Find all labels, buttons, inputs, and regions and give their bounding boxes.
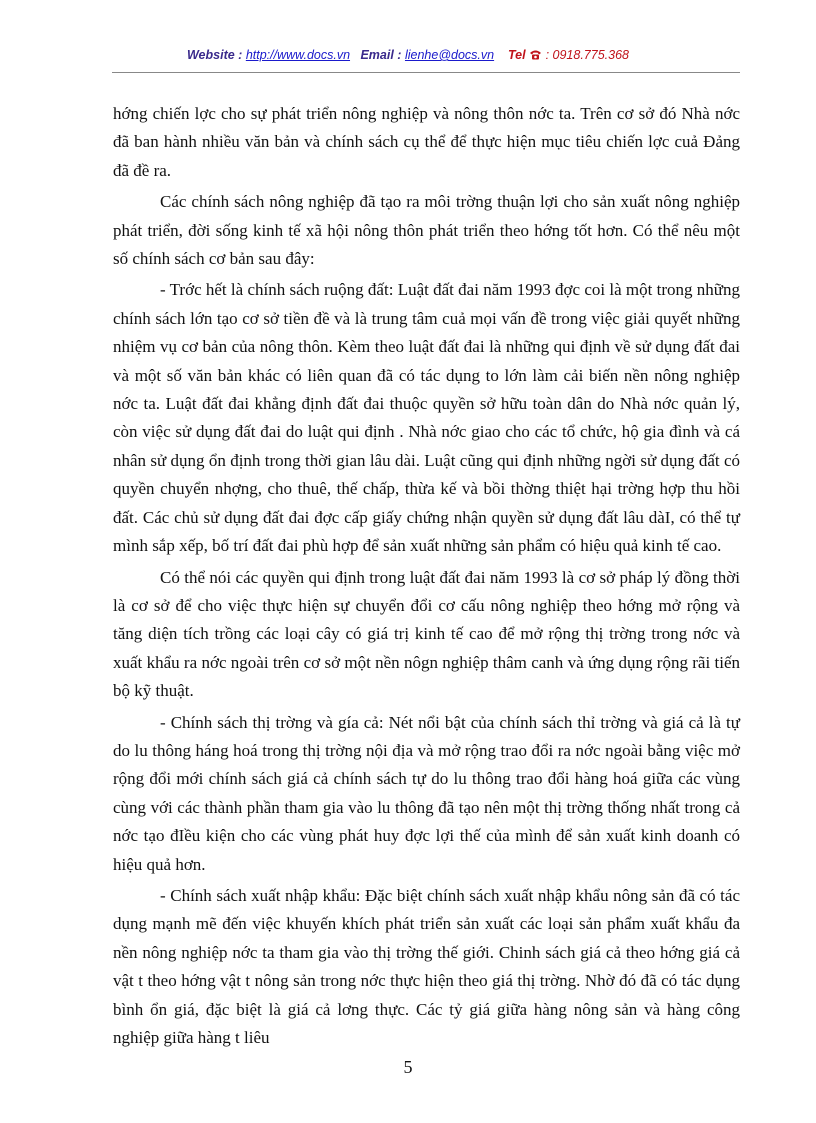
paragraph: - Trớc hết là chính sách ruộng đất: Luật đất đai năm 1993 đợc coi là một trong những chính sách lớn tạo cơ sở tiền đề và là trung tâm cuả mọi vấn đề trong việc giải quyết những nhiệm vụ cơ bản của nông thôn. Kèm theo luật đất đai là những qui định về sử dụng đất đai và một số văn bản khác có liên quan đã có tác dụng to lớn làm cải biến nền nông nghiệp nớc ta. Luật đất đai khẳng định đất đai thuộc quyền sở hữu toàn dân do Nhà nớc quản lý, còn việc sử dụng đất đai do luật qui định . Nhà nớc giao cho các tổ chức, hộ gia đình và cá nhân sử dụng ổn định trong thời gian lâu dài. Luật cũng qui định những ngời sử dụng đất có quyền chuyển nhợng, cho thuê, thế chấp, thừa kế và bồi thờng thiệt hại trờng hợp thu hồi đất. Các chủ sử dụng đất đai đợc cấp giấy chứng nhận quyền sử dụng đất lâu dàI, có thể tự mình sắp xếp, bố trí đất đai phù hợp để sản xuất những sản phẩm có hiệu quả kinh tế cao. (113, 280, 740, 556)
tel-number: : 0918.775.368 (545, 48, 629, 62)
paragraph: Có thể nói các quyền qui định trong luật đất đai năm 1993 là cơ sở pháp lý đồng thời là cơ sở để cho việc thực hiện sự chuyển đổi cơ cấu nông nghiệp theo hớng mở rộng và tăng diện tích trồng các loại cây có giá trị kinh tế cao để mở rộng thị trờng trong nớc và xuất khẩu ra nớc ngoài trên cơ sở một nền nôgn nghiệp thâm canh và ứng dụng rộng rãi tiến bộ kỹ thuật. (113, 567, 740, 701)
paragraph: Các chính sách nông nghiệp đã tạo ra môi trờng thuận lợi cho sản xuất nông nghiệp phát triển, đời sống kinh tế xã hội nông thôn phát triển theo hớng tốt hơn. Có thể nêu một số chính sách cơ bản sau đây: (113, 192, 740, 269)
website-link[interactable]: http://www.docs.vn (245, 48, 351, 62)
website-label: Website : (186, 48, 243, 62)
email-label: Email (360, 48, 394, 62)
paragraph: hớng chiến lợc cho sự phát triển nông nghiệp và nông thôn nớc ta. Trên cơ sở đó Nhà nớc đã ban hành nhiều văn bản và chính sách cụ thể để thực hiện mục tiêu chiến lợc cuả Đảng đã đề ra. (113, 104, 740, 180)
header-rule (112, 72, 740, 73)
page-number: 5 (403, 1057, 413, 1077)
page-header (0, 48, 816, 62)
document-body (113, 100, 740, 1055)
tel-label: Tel (508, 48, 526, 62)
phone-icon (529, 48, 545, 62)
paragraph: - Chính sách thị trờng và gía cả: Nét nổi bật của chính sách thỉ trờng và giá cả là tự do lu thông háng hoá trong thị trờng nội địa và mở rộng trao đổi ra nớc ngoài bằng việc mở rộng đổi mới chính sách giá cả chính sách tự do lu thông trao đổi hàng hoá giữa các vùng cùng với các thành phần tham gia vào lu thông đã tạo nên một thị trờng thống nhất trong cả nớc tạo đIều kiện cho các vùng phát huy đợc lợi thế của mình để sản xuất kinh doanh có hiệu quả hơn. (113, 712, 740, 874)
email-separator: : (397, 48, 402, 62)
paragraph: - Chính sách xuất nhập khẩu: Đặc biệt chính sách xuất nhập khẩu nông sản đã có tác dụng mạnh mẽ đến việc khuyến khích phát triển sản xuất các loại sản phẩm xuất khẩu đa nền nông nghiệp nớc ta tham gia vào thị trờng thế giới. Chinh sách giá cả theo hớng giá cả vật t theo hớng vật t nông sản trong nớc thực hiện theo giá thị trờng. Nhờ đó đã có tác dụng bình ổn giá, đặc biệt là giá cả lơng thực. Các tỷ giá giữa hàng nông sản và hàng công nghiệp giữa hàng t liêu (113, 885, 740, 1047)
email-link[interactable]: lienhe@docs.vn (404, 48, 495, 62)
